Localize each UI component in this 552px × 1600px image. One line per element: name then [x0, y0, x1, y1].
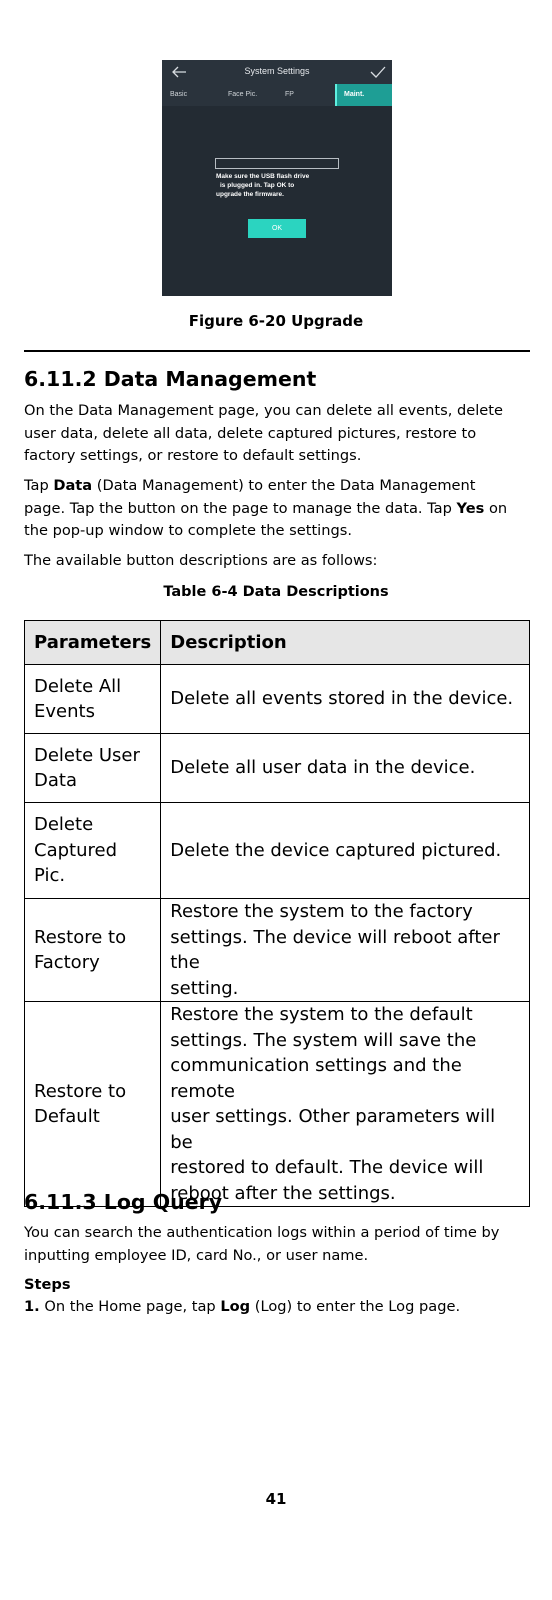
ok-button[interactable]: OK — [248, 219, 306, 238]
divider — [24, 350, 530, 352]
table-row — [25, 734, 530, 803]
cell-line: Restore to — [34, 1080, 127, 1102]
cell-line: Restore to — [34, 926, 127, 948]
table-row — [25, 1002, 530, 1207]
cell-line: Delete — [34, 814, 94, 836]
header-parameters: Parameters — [25, 621, 161, 665]
text-run: on — [484, 499, 508, 517]
table-header-row — [25, 621, 530, 665]
cell-line: Events — [34, 701, 95, 722]
checkmark-icon[interactable] — [369, 64, 387, 80]
steps-label: Steps — [24, 1276, 71, 1293]
cell-line: restored to default. The device will — [170, 1157, 484, 1178]
step-number: 1. — [24, 1298, 40, 1315]
usb-message — [216, 172, 338, 199]
upgrade-screenshot — [162, 60, 392, 296]
text-line: On the Data Management page, you can delete all events, delete — [24, 402, 503, 419]
available-descriptions-text: The available button descriptions are as follows: — [24, 552, 378, 569]
text-line: the pop-up window to complete the settings. — [24, 522, 352, 539]
desc-cell — [161, 665, 530, 734]
cell-line: Factory — [34, 952, 100, 973]
param-cell — [25, 665, 161, 734]
cell-line: Data — [34, 770, 77, 791]
header-description: Description — [161, 621, 530, 665]
bold-term-yes: Yes — [456, 499, 485, 517]
cell-line: Default — [34, 1106, 100, 1127]
cell-line: Delete User — [34, 744, 140, 766]
tab-basic[interactable]: Basic — [170, 91, 188, 98]
figure-caption: Figure 6-20 Upgrade — [188, 312, 364, 330]
desc-cell — [161, 803, 530, 899]
step-1 — [24, 1298, 460, 1315]
param-cell — [25, 734, 161, 803]
table-row — [25, 803, 530, 899]
text-run: page. Tap the button on the page to manage the data. Tap — [24, 499, 457, 517]
cell-line: user settings. Other parameters will be — [170, 1106, 496, 1153]
table-row — [25, 899, 530, 1002]
progress-field — [215, 158, 339, 169]
text-line: You can search the authentication logs within a period of time by — [24, 1224, 500, 1241]
cell-line: Delete All — [34, 675, 122, 697]
table-caption: Table 6-4 Data Descriptions — [163, 584, 389, 600]
desc-cell — [161, 899, 530, 1002]
text-line: inputting employee ID, card No., or user name. — [24, 1246, 369, 1264]
text-line: factory settings, or restore to default settings. — [24, 447, 362, 464]
bold-term-data: Data — [53, 477, 93, 494]
table-row — [25, 665, 530, 734]
param-cell — [25, 899, 161, 1002]
cell-line: settings. The system will save the — [170, 1029, 477, 1051]
cell-line: communication settings and the remote — [170, 1055, 462, 1102]
data-management-intro — [24, 400, 534, 468]
section-heading-data-management: 6.11.2 Data Management — [24, 367, 317, 391]
cell-line: settings. The device will reboot after the — [170, 926, 500, 973]
desc-cell — [161, 1002, 530, 1207]
cell-line: reboot after the settings. — [170, 1182, 396, 1204]
data-descriptions-table — [24, 620, 530, 1207]
cell-line: setting. — [170, 977, 239, 999]
usb-message-line: is plugged in. Tap OK to — [220, 182, 295, 189]
tab-fp[interactable]: FP — [285, 91, 294, 98]
text-run: (Data Management) to enter the Data Management — [92, 477, 476, 494]
section-heading-log-query: 6.11.3 Log Query — [24, 1190, 223, 1214]
bold-term-log: Log — [220, 1298, 251, 1315]
param-cell — [25, 1002, 161, 1207]
log-query-intro — [24, 1222, 534, 1267]
cell-line: Pic. — [34, 865, 66, 887]
text-run: Tap — [24, 477, 54, 494]
cell-line: Restore the system to the default — [170, 1004, 473, 1025]
text-line — [24, 475, 534, 498]
tab-face-pic[interactable]: Face Pic. — [228, 91, 258, 98]
tap-data-paragraph — [24, 475, 534, 543]
usb-message-line: Make sure the USB flash drive — [216, 173, 310, 180]
tab-maint[interactable]: Maint. — [335, 84, 392, 106]
text-line: user data, delete all data, delete captured pictures, restore to — [24, 424, 477, 442]
cell-line: Delete all events stored in the device. — [170, 688, 514, 710]
text-line — [24, 498, 534, 521]
desc-cell — [161, 734, 530, 803]
cell-line: Delete the device captured pictured. — [170, 839, 502, 861]
cell-line: Captured — [34, 839, 117, 861]
text-run: On the Home page, tap — [39, 1298, 221, 1315]
usb-message-line: upgrade the firmware. — [216, 191, 284, 198]
cell-line: Delete all user data in the device. — [170, 757, 476, 779]
cell-line: Restore the system to the factory — [170, 901, 473, 922]
param-cell — [25, 803, 161, 899]
page-number: 41 — [265, 1490, 287, 1508]
text-run: (Log) to enter the Log page. — [250, 1298, 461, 1315]
device-title: System Settings — [244, 66, 310, 76]
